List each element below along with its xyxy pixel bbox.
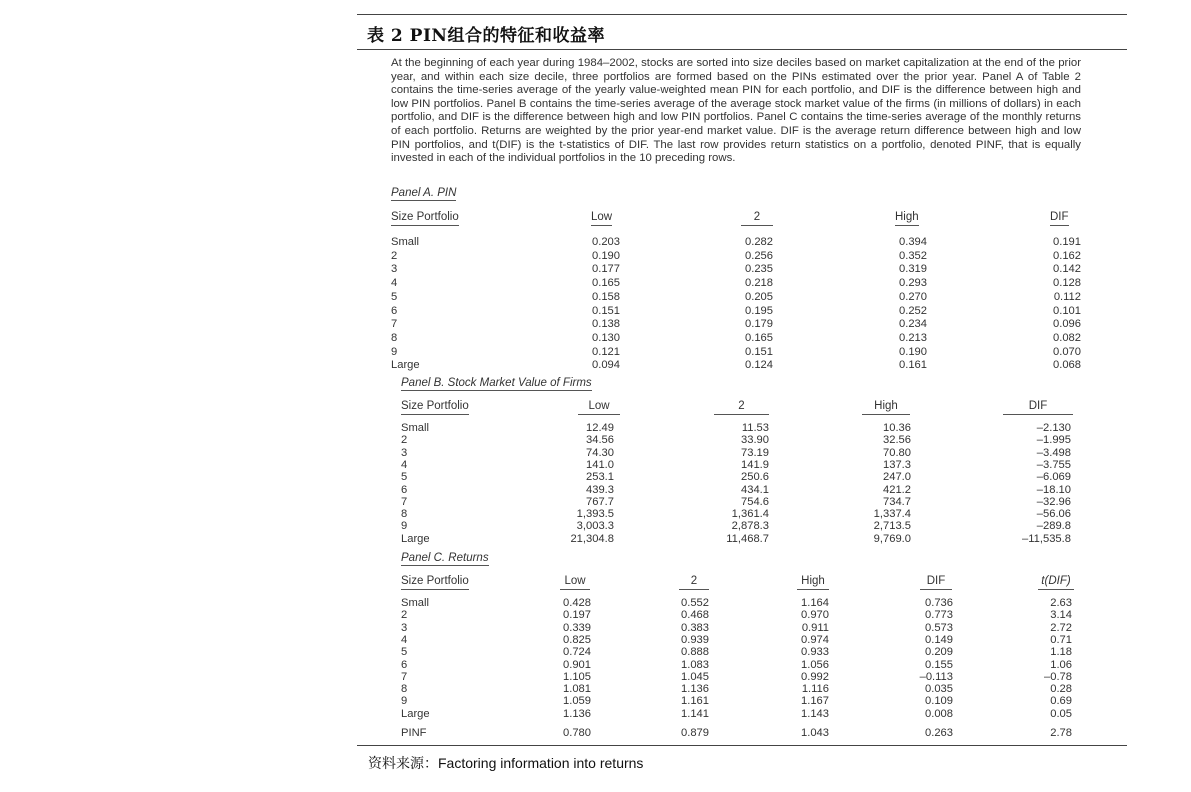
panel_c-row-label: 4: [401, 633, 408, 646]
table-cell: 1.105: [563, 670, 591, 683]
table-cell: 0.724: [563, 646, 591, 659]
table-cell: 10.36: [883, 422, 911, 434]
table-cell: 434.1: [741, 483, 769, 496]
table-cell: 2,713.5: [873, 520, 911, 533]
table-cell: 0.094: [592, 359, 620, 372]
table-cell: –0.113: [919, 670, 953, 683]
table-cell: 0.773: [925, 609, 953, 622]
table-cell: 0.203: [592, 236, 620, 248]
table-cell: 1.083: [681, 658, 709, 671]
table-cell: 0.155: [925, 658, 953, 671]
table-cell: –1.995: [1036, 434, 1071, 447]
table-cell: 0.282: [745, 236, 773, 248]
table-cell: –289.8: [1036, 520, 1071, 533]
table-cell: –32.96: [1036, 495, 1071, 508]
table-cell: –3.755: [1036, 458, 1071, 471]
panel_c-row-label: 7: [401, 670, 408, 683]
table-cell: 0.190: [899, 345, 927, 358]
table-cell: 34.56: [586, 434, 614, 447]
table-cell: 0.992: [801, 670, 829, 683]
table-cell: 0.428: [563, 597, 591, 609]
table-cell: 439.3: [586, 483, 614, 496]
panel_c-row-label: 3: [401, 621, 408, 634]
source-prefix: 资料来源：: [368, 756, 438, 772]
table-cell: 0.142: [1053, 263, 1081, 276]
table-cell: 0.256: [745, 249, 773, 262]
table-cell: –6.069: [1036, 471, 1071, 484]
table-cell: 0.69: [1050, 695, 1072, 708]
panel_b-row-label: 9: [401, 520, 408, 533]
source-text: Factoring information into returns: [438, 755, 644, 771]
panel-a-header-size: Size Portfolio: [391, 211, 459, 226]
table-cell: 1.136: [563, 707, 591, 720]
table-cell: 0.970: [801, 609, 829, 622]
table-cell: 1.045: [681, 670, 709, 683]
table-cell: 73.19: [741, 446, 769, 459]
table-cell: 0.209: [925, 646, 953, 659]
table-cell: 1.18: [1050, 646, 1072, 659]
table-cell: 0.138: [592, 318, 620, 331]
panel_b-row-label: 5: [401, 471, 408, 484]
table-cell: 1.056: [801, 658, 829, 671]
table-cell: 12.49: [586, 422, 614, 434]
table-cell: 0.205: [745, 290, 773, 303]
table-cell: 0.573: [925, 621, 953, 634]
table-cell: 0.158: [592, 290, 620, 303]
table-cell: 734.7: [883, 495, 911, 508]
table-cell: 0.352: [899, 249, 927, 262]
panel_b-row-label: Large: [401, 532, 430, 545]
table-cell: 1.116: [801, 683, 829, 696]
table-cell: 767.7: [586, 495, 614, 508]
table-cell: 250.6: [741, 471, 769, 484]
table-cell: 0.179: [745, 318, 773, 331]
table-cell: 0.195: [745, 304, 773, 317]
table-cell: 754.6: [741, 495, 769, 508]
table-title: 表 2 PIN组合的特征和收益率: [367, 26, 605, 46]
table-cell: 0.008: [925, 707, 953, 720]
table-cell: 1.06: [1050, 658, 1072, 671]
panel-a-header-high: High: [895, 211, 919, 226]
table-cell: 0.191: [1053, 236, 1081, 248]
table-title-bar: [357, 14, 1127, 50]
table-cell: 0.177: [592, 263, 620, 276]
table-cell: 0.319: [899, 263, 927, 276]
panel_b-row-label: 3: [401, 446, 408, 459]
table-cell: 1,337.4: [873, 508, 911, 521]
panel_a-row-label: 4: [391, 277, 398, 290]
panel-a-header-dif: DIF: [1050, 211, 1069, 226]
panel_c-row-label: 2: [401, 609, 408, 622]
panel_b-row-label: 4: [401, 458, 408, 471]
table-cell: 0.190: [592, 249, 620, 262]
table-cell: 247.0: [883, 471, 911, 484]
table-cell: 0.165: [745, 331, 773, 344]
panel-b-header-2: 2: [714, 400, 769, 415]
table-cell: 1.141: [681, 707, 709, 720]
table-cell: 0.270: [899, 290, 927, 303]
table-cell: 1.143: [801, 707, 829, 720]
panel_c-row-label: 5: [401, 646, 408, 659]
table-cell: 0.339: [563, 621, 591, 634]
bottom-rule: [357, 745, 1127, 746]
panel-c-header-tdif: t(DIF): [1038, 575, 1074, 590]
table-cell: 0.218: [745, 277, 773, 290]
panel-c-header-size: Size Portfolio: [401, 575, 469, 590]
panel_a-row-label: 2: [391, 249, 398, 262]
table-cell: 0.234: [899, 318, 927, 331]
table-cell: –18.10: [1036, 483, 1071, 496]
panel_b-row-label: 7: [401, 495, 408, 508]
table-cell: 141.9: [741, 458, 769, 471]
table-cell: 21,304.8: [570, 532, 614, 545]
table-cell: 0.130: [592, 331, 620, 344]
panel_a-row-label: 6: [391, 304, 398, 317]
table-cell: 0.28: [1050, 683, 1072, 696]
table-cell: 70.80: [883, 446, 911, 459]
table-cell: 0.082: [1053, 331, 1081, 344]
table-cell: 0.213: [899, 331, 927, 344]
table-cell: 11.53: [741, 422, 769, 434]
panel-c-header-high: High: [797, 575, 829, 590]
table-cell: –0.78: [1044, 670, 1072, 683]
table-cell: 1.164: [801, 597, 829, 609]
panel_b-row-label: Small: [401, 422, 429, 434]
panel_a-row-label: 9: [391, 345, 398, 358]
table-cell: –2.130: [1036, 422, 1071, 434]
panel-c-header-dif: DIF: [920, 575, 952, 590]
panel-b-title: Panel B. Stock Market Value of Firms: [401, 377, 592, 389]
table-cell: –11,535.8: [1022, 532, 1071, 545]
table-cell: 0.736: [925, 597, 953, 609]
table-cell: 0.888: [681, 646, 709, 659]
panel_c-row-label: 8: [401, 683, 408, 696]
table-cell: 1.161: [681, 695, 709, 708]
table-cell: 0.112: [1053, 290, 1081, 303]
table-cell: 0.383: [681, 621, 709, 634]
source-note: [368, 753, 643, 773]
panel-a-header-2: 2: [741, 211, 773, 226]
table-cell: 11,468.7: [726, 532, 769, 545]
pinf-row-label: PINF: [401, 727, 427, 739]
table-cell: 3,003.3: [576, 520, 614, 533]
table-cell: 0.235: [745, 263, 773, 276]
table-cell: 33.90: [741, 434, 769, 447]
table-cell: 3.14: [1050, 609, 1072, 622]
panel-b-header-low: Low: [578, 400, 620, 415]
table-cell: 0.939: [681, 633, 709, 646]
pinf-cell: 0.263: [925, 727, 953, 739]
table-cell: 1.136: [681, 683, 709, 696]
table-cell: 0.161: [899, 359, 927, 372]
table-cell: 0.71: [1050, 633, 1072, 646]
panel_b-row-label: 8: [401, 508, 408, 521]
table-cell: 421.2: [883, 483, 911, 496]
panel_c-row-label: Large: [401, 707, 430, 720]
table-cell: 0.165: [592, 277, 620, 290]
panel-b-header-size: Size Portfolio: [401, 400, 469, 415]
table-cell: 1,393.5: [576, 508, 614, 521]
panel_a-row-label: Large: [391, 359, 420, 372]
panel-c-header-2: 2: [679, 575, 709, 590]
panel_a-row-label: Small: [391, 236, 419, 248]
table-cell: 0.197: [563, 609, 591, 622]
table-cell: 0.035: [925, 683, 953, 696]
table-cell: 9,769.0: [873, 532, 911, 545]
table-cell: 0.070: [1053, 345, 1081, 358]
table-cell: 0.151: [745, 345, 773, 358]
table-cell: –3.498: [1036, 446, 1071, 459]
table-cell: 0.124: [745, 359, 773, 372]
panel_a-row-label: 8: [391, 331, 398, 344]
table-cell: 0.162: [1053, 249, 1081, 262]
table-cell: 0.974: [801, 633, 829, 646]
table-description: At the beginning of each year during 1984–2002, stocks are sorted into size deciles based on market capitalization at the end of the prior year, and within each size decile, three portfolios are formed based on the PINs estimated over the prior year. Panel A of Table 2 contains the time-series average of the yearly value-weighted mean PIN for each portfolio, and DIF is the difference between high and low PIN portfolios. Panel B contains the time-series average of the average stock market value of the firms (in millions of dollars) in each portfolio, and DIF is the difference between high and low PIN portfolios. Panel C contains the time-series average of the monthly returns of each portfolio. Returns are weighted by the prior year-end market value. DIF is the average return difference between high and low PIN portfolios, and t(DIF) is the t-statistics of DIF. The last row provides return statistics on a portfolio, denoted PINF, that is equally invested in each of the individual portfolios in the 10 preceding rows.: [391, 57, 1081, 165]
table-cell: 0.149: [925, 633, 953, 646]
panel-a-header-low: Low: [591, 211, 612, 226]
table-cell: 0.128: [1053, 277, 1081, 290]
panel_a-row-label: 5: [391, 290, 398, 303]
panel_c-row-label: Small: [401, 597, 429, 609]
table-cell: 2.63: [1050, 597, 1072, 609]
panel-b-header-dif: DIF: [1003, 400, 1073, 415]
panel_a-row-label: 7: [391, 318, 398, 331]
table-cell: 0.552: [681, 597, 709, 609]
table-cell: 2,878.3: [731, 520, 769, 533]
table-cell: 1.167: [801, 695, 829, 708]
panel-b-header-high: High: [862, 400, 910, 415]
table-cell: 0.05: [1050, 707, 1072, 720]
table-cell: 32.56: [883, 434, 911, 447]
table-cell: 137.3: [883, 458, 911, 471]
pinf-cell: 2.78: [1050, 727, 1072, 739]
panel_c-row-label: 6: [401, 658, 408, 671]
panel-c-header-low: Low: [560, 575, 590, 590]
table-cell: 0.121: [592, 345, 620, 358]
table-cell: 0.293: [899, 277, 927, 290]
table-cell: 0.394: [899, 236, 927, 248]
pinf-cell: 0.879: [681, 727, 709, 739]
pinf-cell: 0.780: [563, 727, 591, 739]
table-cell: 0.825: [563, 633, 591, 646]
table-cell: 0.468: [681, 609, 709, 622]
panel_b-row-label: 6: [401, 483, 408, 496]
pinf-cell: 1.043: [801, 727, 829, 739]
table-cell: 0.911: [801, 621, 829, 634]
panel-a-title: Panel A. PIN: [391, 187, 457, 199]
table-cell: 0.252: [899, 304, 927, 317]
table-cell: 0.151: [592, 304, 620, 317]
panel_b-row-label: 2: [401, 434, 408, 447]
table-cell: 0.101: [1053, 304, 1081, 317]
panel_a-row-label: 3: [391, 263, 398, 276]
table-cell: 74.30: [586, 446, 614, 459]
table-cell: 0.096: [1053, 318, 1081, 331]
table-cell: 141.0: [586, 458, 614, 471]
table-cell: –56.06: [1036, 508, 1071, 521]
table-cell: 2.72: [1050, 621, 1072, 634]
table-cell: 1,361.4: [731, 508, 769, 521]
panel-c-title: Panel C. Returns: [401, 552, 489, 564]
table-cell: 1.081: [563, 683, 591, 696]
table-cell: 1.059: [563, 695, 591, 708]
table-cell: 253.1: [586, 471, 614, 484]
table-cell: 0.068: [1053, 359, 1081, 372]
panel_c-row-label: 9: [401, 695, 408, 708]
table-cell: 0.901: [563, 658, 591, 671]
table-cell: 0.933: [801, 646, 829, 659]
table-cell: 0.109: [925, 695, 953, 708]
